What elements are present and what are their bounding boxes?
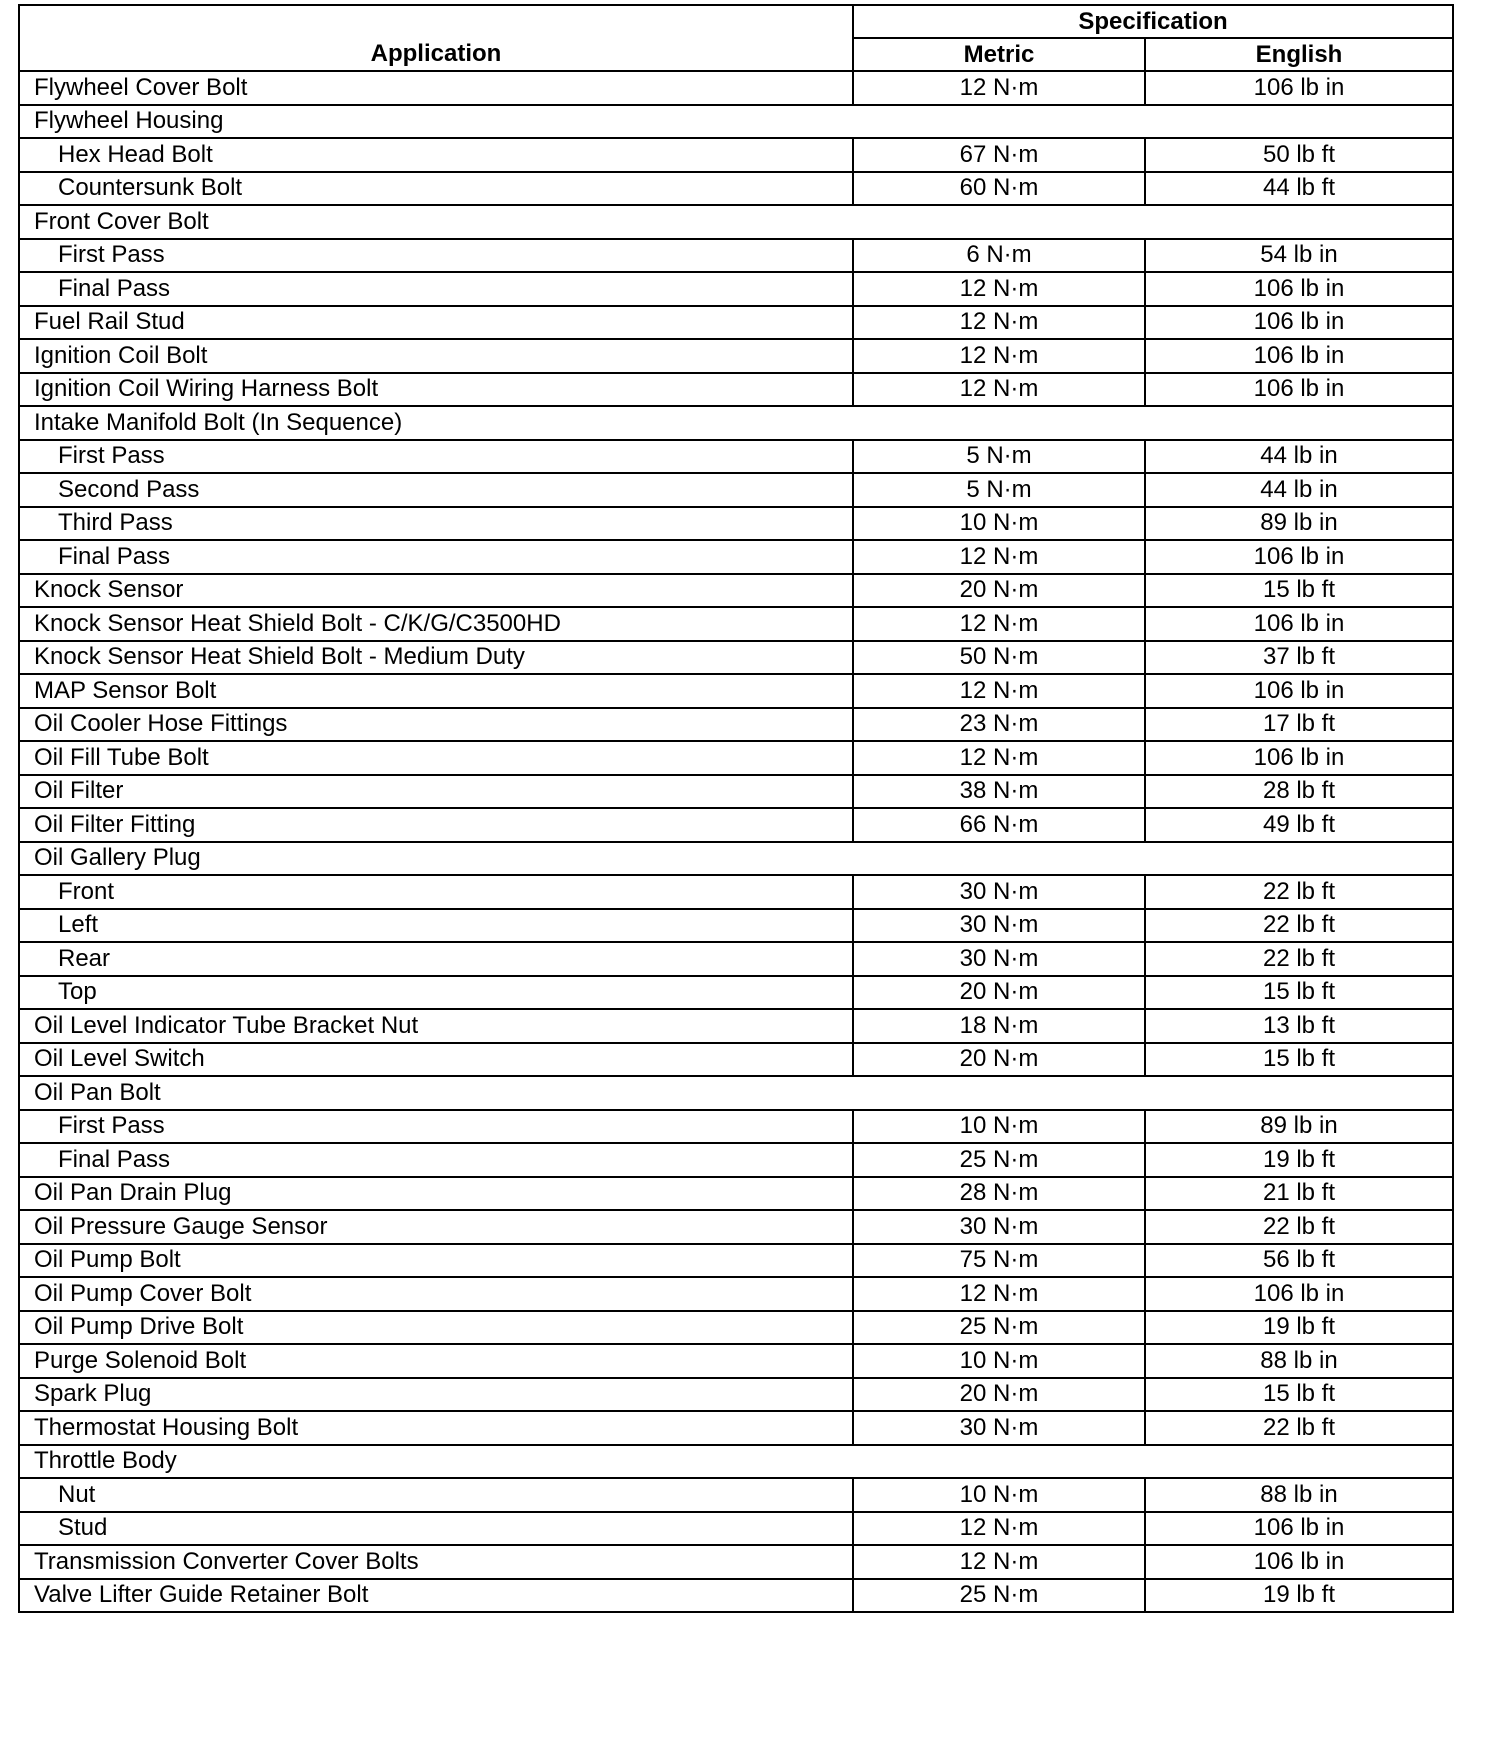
english-cell: 106 lb in [1145,1512,1453,1546]
table-row [19,1344,1453,1378]
application-cell: Oil Cooler Hose Fittings [19,708,853,742]
header-row-top [19,5,1453,38]
metric-cell: 28 N·m [853,1177,1145,1211]
application-cell: Knock Sensor Heat Shield Bolt - Medium Duty [19,641,853,675]
application-cell: Hex Head Bolt [19,138,853,172]
metric-cell: 5 N·m [853,440,1145,474]
metric-cell: 10 N·m [853,507,1145,541]
metric-cell: 5 N·m [853,473,1145,507]
table-row [19,976,1453,1010]
metric-cell: 20 N·m [853,1043,1145,1077]
english-cell: 106 lb in [1145,1545,1453,1579]
metric-cell: 30 N·m [853,1210,1145,1244]
table-header [19,5,1453,71]
application-cell: Oil Filter Fitting [19,808,853,842]
english-cell: 28 lb ft [1145,775,1453,809]
table-row [19,1043,1453,1077]
table-row [19,674,1453,708]
table-group-row [19,205,1453,239]
application-cell: MAP Sensor Bolt [19,674,853,708]
table-row [19,909,1453,943]
metric-cell: 30 N·m [853,1411,1145,1445]
english-cell: 89 lb in [1145,1110,1453,1144]
table-row [19,1411,1453,1445]
english-cell: 22 lb ft [1145,909,1453,943]
english-cell: 54 lb in [1145,239,1453,273]
english-cell: 106 lb in [1145,674,1453,708]
english-cell: 22 lb ft [1145,1411,1453,1445]
table-row [19,239,1453,273]
metric-cell: 12 N·m [853,1512,1145,1546]
english-cell: 15 lb ft [1145,1043,1453,1077]
metric-cell: 12 N·m [853,1277,1145,1311]
table-row [19,507,1453,541]
application-cell: Nut [19,1478,853,1512]
metric-cell: 38 N·m [853,775,1145,809]
application-cell: Fuel Rail Stud [19,306,853,340]
application-cell: Second Pass [19,473,853,507]
metric-cell: 10 N·m [853,1344,1145,1378]
metric-cell: 12 N·m [853,741,1145,775]
english-cell: 19 lb ft [1145,1311,1453,1345]
english-cell: 22 lb ft [1145,875,1453,909]
application-cell: Oil Fill Tube Bolt [19,741,853,775]
metric-cell: 12 N·m [853,272,1145,306]
metric-cell: 12 N·m [853,71,1145,105]
table-row [19,440,1453,474]
group-label: Intake Manifold Bolt (In Sequence) [19,406,1453,440]
table-group-row [19,1076,1453,1110]
table-row [19,1210,1453,1244]
english-cell: 106 lb in [1145,741,1453,775]
table-row [19,641,1453,675]
application-cell: Spark Plug [19,1378,853,1412]
application-header: Application [19,5,853,71]
table-row [19,607,1453,641]
english-cell: 106 lb in [1145,71,1453,105]
english-cell: 49 lb ft [1145,808,1453,842]
english-cell: 21 lb ft [1145,1177,1453,1211]
english-cell: 44 lb ft [1145,172,1453,206]
table-row [19,1378,1453,1412]
english-cell: 89 lb in [1145,507,1453,541]
application-cell: Thermostat Housing Bolt [19,1411,853,1445]
application-cell: Oil Filter [19,775,853,809]
application-cell: Left [19,909,853,943]
table-row [19,775,1453,809]
application-cell: First Pass [19,239,853,273]
application-cell: Transmission Converter Cover Bolts [19,1545,853,1579]
english-cell: 106 lb in [1145,306,1453,340]
table-row [19,574,1453,608]
table-row [19,272,1453,306]
english-cell: 17 lb ft [1145,708,1453,742]
table-row [19,1311,1453,1345]
metric-cell: 66 N·m [853,808,1145,842]
table-row [19,1177,1453,1211]
english-header: English [1145,38,1453,71]
application-cell: Third Pass [19,507,853,541]
metric-cell: 12 N·m [853,306,1145,340]
table-group-row [19,1445,1453,1479]
application-cell: Rear [19,942,853,976]
english-cell: 13 lb ft [1145,1009,1453,1043]
table-row [19,172,1453,206]
english-cell: 22 lb ft [1145,1210,1453,1244]
english-cell: 106 lb in [1145,373,1453,407]
english-cell: 106 lb in [1145,339,1453,373]
english-cell: 106 lb in [1145,1277,1453,1311]
metric-cell: 60 N·m [853,172,1145,206]
group-label: Oil Pan Bolt [19,1076,1453,1110]
table-row [19,540,1453,574]
english-cell: 15 lb ft [1145,574,1453,608]
application-cell: Knock Sensor Heat Shield Bolt - C/K/G/C3500HD [19,607,853,641]
english-cell: 15 lb ft [1145,976,1453,1010]
application-cell: Oil Pump Drive Bolt [19,1311,853,1345]
application-cell: Oil Pump Cover Bolt [19,1277,853,1311]
table-row [19,1009,1453,1043]
application-cell: Final Pass [19,272,853,306]
table-row [19,741,1453,775]
english-cell: 88 lb in [1145,1478,1453,1512]
metric-header: Metric [853,38,1145,71]
application-cell: Flywheel Cover Bolt [19,71,853,105]
table-row [19,71,1453,105]
metric-cell: 23 N·m [853,708,1145,742]
application-cell: Top [19,976,853,1010]
table-group-row [19,105,1453,139]
table-row [19,1244,1453,1278]
english-cell: 22 lb ft [1145,942,1453,976]
table-row [19,473,1453,507]
table-group-row [19,842,1453,876]
table-row [19,1478,1453,1512]
english-cell: 106 lb in [1145,272,1453,306]
table-row [19,306,1453,340]
table-row [19,138,1453,172]
metric-cell: 50 N·m [853,641,1145,675]
english-cell: 19 lb ft [1145,1143,1453,1177]
application-cell: Oil Level Indicator Tube Bracket Nut [19,1009,853,1043]
metric-cell: 25 N·m [853,1143,1145,1177]
metric-cell: 20 N·m [853,976,1145,1010]
metric-cell: 30 N·m [853,942,1145,976]
table-row [19,708,1453,742]
application-cell: Purge Solenoid Bolt [19,1344,853,1378]
table-row [19,373,1453,407]
application-cell: Final Pass [19,1143,853,1177]
metric-cell: 10 N·m [853,1110,1145,1144]
metric-cell: 12 N·m [853,540,1145,574]
metric-cell: 12 N·m [853,607,1145,641]
application-cell: Oil Pan Drain Plug [19,1177,853,1211]
metric-cell: 12 N·m [853,1545,1145,1579]
metric-cell: 30 N·m [853,875,1145,909]
metric-cell: 75 N·m [853,1244,1145,1278]
metric-cell: 30 N·m [853,909,1145,943]
metric-cell: 18 N·m [853,1009,1145,1043]
english-cell: 44 lb in [1145,473,1453,507]
table-row [19,339,1453,373]
table-row [19,1512,1453,1546]
application-cell: Countersunk Bolt [19,172,853,206]
application-cell: Knock Sensor [19,574,853,608]
table-row [19,942,1453,976]
application-cell: First Pass [19,1110,853,1144]
metric-cell: 12 N·m [853,674,1145,708]
application-cell: Final Pass [19,540,853,574]
application-cell: Oil Level Switch [19,1043,853,1077]
group-label: Throttle Body [19,1445,1453,1479]
english-cell: 37 lb ft [1145,641,1453,675]
table-body [19,71,1453,1612]
metric-cell: 25 N·m [853,1579,1145,1613]
table-row [19,1277,1453,1311]
english-cell: 44 lb in [1145,440,1453,474]
table-row [19,1579,1453,1613]
metric-cell: 67 N·m [853,138,1145,172]
application-cell: Front [19,875,853,909]
english-cell: 19 lb ft [1145,1579,1453,1613]
specification-header: Specification [853,5,1453,38]
table-row [19,1110,1453,1144]
english-cell: 88 lb in [1145,1344,1453,1378]
application-cell: Oil Pressure Gauge Sensor [19,1210,853,1244]
application-cell: Ignition Coil Wiring Harness Bolt [19,373,853,407]
group-label: Front Cover Bolt [19,205,1453,239]
table-row [19,1545,1453,1579]
torque-spec-table [18,4,1454,1613]
metric-cell: 12 N·m [853,339,1145,373]
group-label: Oil Gallery Plug [19,842,1453,876]
metric-cell: 10 N·m [853,1478,1145,1512]
table-row [19,808,1453,842]
metric-cell: 6 N·m [853,239,1145,273]
english-cell: 50 lb ft [1145,138,1453,172]
group-label: Flywheel Housing [19,105,1453,139]
english-cell: 106 lb in [1145,540,1453,574]
metric-cell: 20 N·m [853,574,1145,608]
metric-cell: 25 N·m [853,1311,1145,1345]
application-cell: First Pass [19,440,853,474]
application-cell: Ignition Coil Bolt [19,339,853,373]
table-row [19,1143,1453,1177]
table-row [19,875,1453,909]
application-cell: Valve Lifter Guide Retainer Bolt [19,1579,853,1613]
metric-cell: 20 N·m [853,1378,1145,1412]
metric-cell: 12 N·m [853,373,1145,407]
application-cell: Oil Pump Bolt [19,1244,853,1278]
application-cell: Stud [19,1512,853,1546]
english-cell: 106 lb in [1145,607,1453,641]
english-cell: 15 lb ft [1145,1378,1453,1412]
english-cell: 56 lb ft [1145,1244,1453,1278]
table-group-row [19,406,1453,440]
